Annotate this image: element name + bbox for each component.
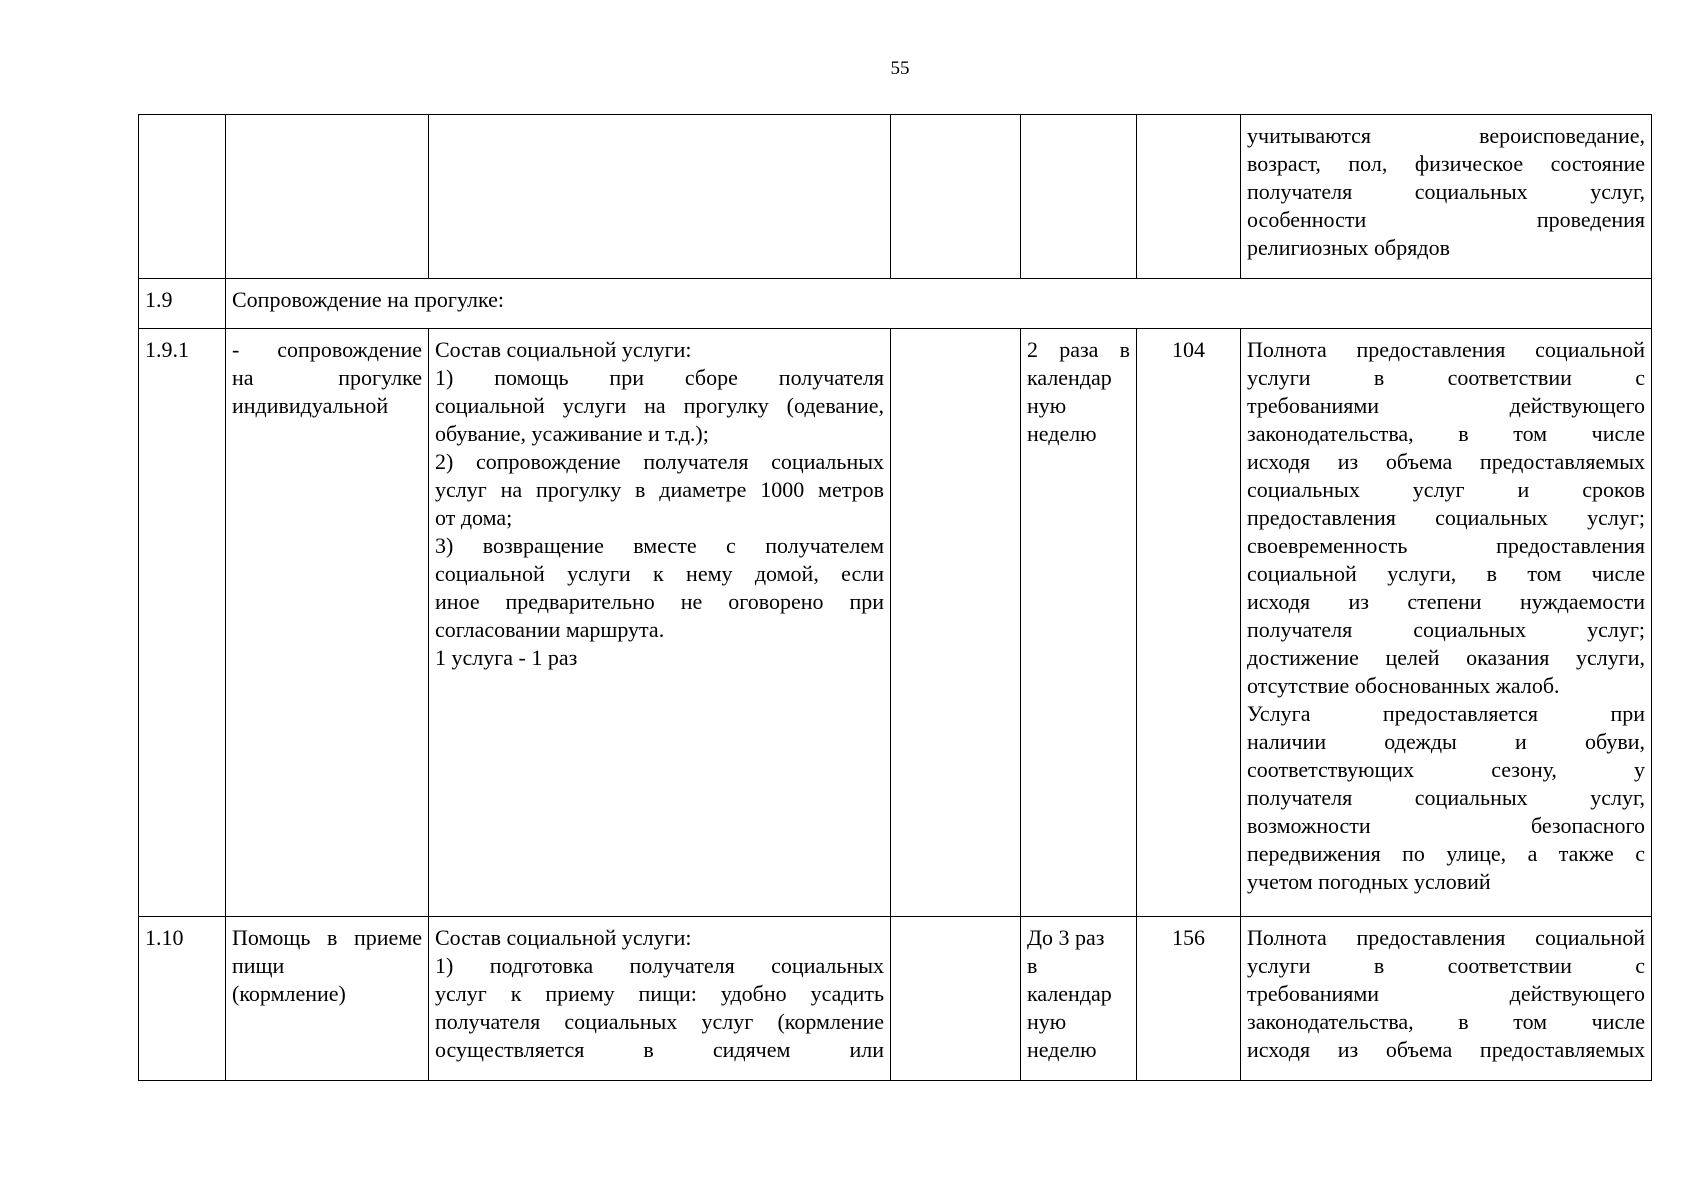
content-line: получателя социальных услуг (кормление	[435, 1009, 884, 1034]
quality-line: достижение целей оказания услуги,	[1247, 645, 1645, 670]
service-number: 1.9.1	[139, 329, 226, 917]
table-row-service	[139, 917, 1652, 1081]
cell-num	[139, 115, 226, 279]
frequency-line: неделю	[1027, 421, 1097, 446]
table-row-service	[139, 329, 1652, 917]
service-frequency	[1021, 917, 1137, 1081]
quality-line: услуги в соответствии с	[1247, 365, 1645, 390]
name-line: на прогулке	[232, 365, 422, 390]
content-line: социальной услуги к нему домой, если	[435, 561, 884, 586]
quality-line: возможности безопасного	[1247, 813, 1645, 838]
section-number: 1.9	[139, 279, 226, 329]
frequency-line: ную	[1027, 1009, 1067, 1034]
service-volume: 156	[1137, 917, 1241, 1081]
content-line: услуг на прогулку в диаметре 1000 метров	[435, 477, 884, 502]
service-quality	[1241, 917, 1652, 1081]
cell-name	[226, 115, 429, 279]
content-line: 3) возвращение вместе с получателем	[435, 533, 884, 558]
table-row-section	[139, 279, 1652, 329]
quality-line: исходя из объема предоставляемых	[1247, 1037, 1645, 1062]
content-line: осуществляется в сидячем или	[435, 1037, 884, 1062]
quality-line: Полнота предоставления социальной	[1247, 337, 1645, 362]
quality-line: законодательства, в том числе	[1247, 1009, 1645, 1034]
content-line: согласовании маршрута.	[435, 617, 665, 642]
content-line: 1) подготовка получателя социальных	[435, 953, 884, 978]
quality-line: своевременность предоставления	[1247, 533, 1645, 558]
quality-line: Услуга предоставляется при	[1247, 701, 1645, 726]
quality-line: получателя социальных услуг;	[1247, 617, 1645, 642]
quality-line: отсутствие обоснованных жалоб.	[1247, 673, 1560, 698]
frequency-line: календар	[1027, 365, 1112, 390]
service-name	[226, 329, 429, 917]
frequency-line: в	[1027, 953, 1038, 978]
content-line: 1) помощь при сборе получателя	[435, 365, 884, 390]
service-unit	[891, 329, 1021, 917]
quality-line: получателя социальных услуг,	[1247, 785, 1645, 810]
name-line: (кормление)	[232, 981, 346, 1006]
quality-line: передвижения по улице, а также с	[1247, 841, 1645, 866]
cell-quality	[1241, 115, 1652, 279]
frequency-line: 2 раза в	[1027, 337, 1130, 362]
quality-line: религиозных обрядов	[1247, 235, 1450, 260]
cell-unit	[891, 115, 1021, 279]
quality-line: получателя социальных услуг,	[1247, 179, 1645, 204]
frequency-line: ную	[1027, 393, 1067, 418]
quality-line: исходя из объема предоставляемых	[1247, 449, 1645, 474]
cell-volume	[1137, 115, 1241, 279]
frequency-line: календар	[1027, 981, 1112, 1006]
quality-line: возраст, пол, физическое состояние	[1247, 151, 1645, 176]
service-volume: 104	[1137, 329, 1241, 917]
quality-line: социальных услуг и сроков	[1247, 477, 1645, 502]
content-line: социальной услуги на прогулку (одевание,	[435, 393, 884, 418]
name-line: - сопровождение	[232, 337, 422, 362]
quality-line: особенности проведения	[1247, 207, 1645, 232]
service-quality	[1241, 329, 1652, 917]
quality-line: предоставления социальных услуг;	[1247, 505, 1645, 530]
quality-line: социальной услуги, в том числе	[1247, 561, 1645, 586]
quality-line: учетом погодных условий	[1247, 869, 1491, 894]
service-frequency	[1021, 329, 1137, 917]
content-line: обувание, усаживание и т.д.);	[435, 421, 709, 446]
quality-line: соответствующих сезону, у	[1247, 757, 1645, 782]
section-title: Сопровождение на прогулке:	[226, 279, 1652, 329]
quality-line: услуги в соответствии с	[1247, 953, 1645, 978]
quality-line: законодательства, в том числе	[1247, 421, 1645, 446]
content-line: от дома;	[435, 505, 513, 530]
quality-line: учитываются вероисповедание,	[1247, 123, 1645, 148]
service-number: 1.10	[139, 917, 226, 1081]
frequency-line: неделю	[1027, 1037, 1097, 1062]
content-line: 2) сопровождение получателя социальных	[435, 449, 884, 474]
name-line: индивидуальной	[232, 393, 389, 418]
quality-line: требованиями действующего	[1247, 393, 1645, 418]
content-line: иное предварительно не оговорено при	[435, 589, 884, 614]
quality-line: Полнота предоставления социальной	[1247, 925, 1645, 950]
cell-frequency	[1021, 115, 1137, 279]
frequency-line: До 3 раз	[1027, 925, 1105, 950]
services-table	[138, 114, 1652, 1081]
quality-line: исходя из степени нуждаемости	[1247, 589, 1645, 614]
service-content	[429, 329, 891, 917]
page-number: 55	[890, 58, 910, 79]
content-line: 1 услуга - 1 раз	[435, 645, 578, 670]
table-row-continuation	[139, 115, 1652, 279]
service-unit	[891, 917, 1021, 1081]
cell-content	[429, 115, 891, 279]
service-name	[226, 917, 429, 1081]
service-content	[429, 917, 891, 1081]
name-line: пищи	[232, 953, 285, 978]
quality-line: наличии одежды и обуви,	[1247, 729, 1645, 754]
content-line: Состав социальной услуги:	[435, 337, 692, 362]
content-line: услуг к приему пищи: удобно усадить	[435, 981, 884, 1006]
quality-line: требованиями действующего	[1247, 981, 1645, 1006]
name-line: Помощь в приеме	[232, 925, 422, 950]
content-line: Состав социальной услуги:	[435, 925, 692, 950]
